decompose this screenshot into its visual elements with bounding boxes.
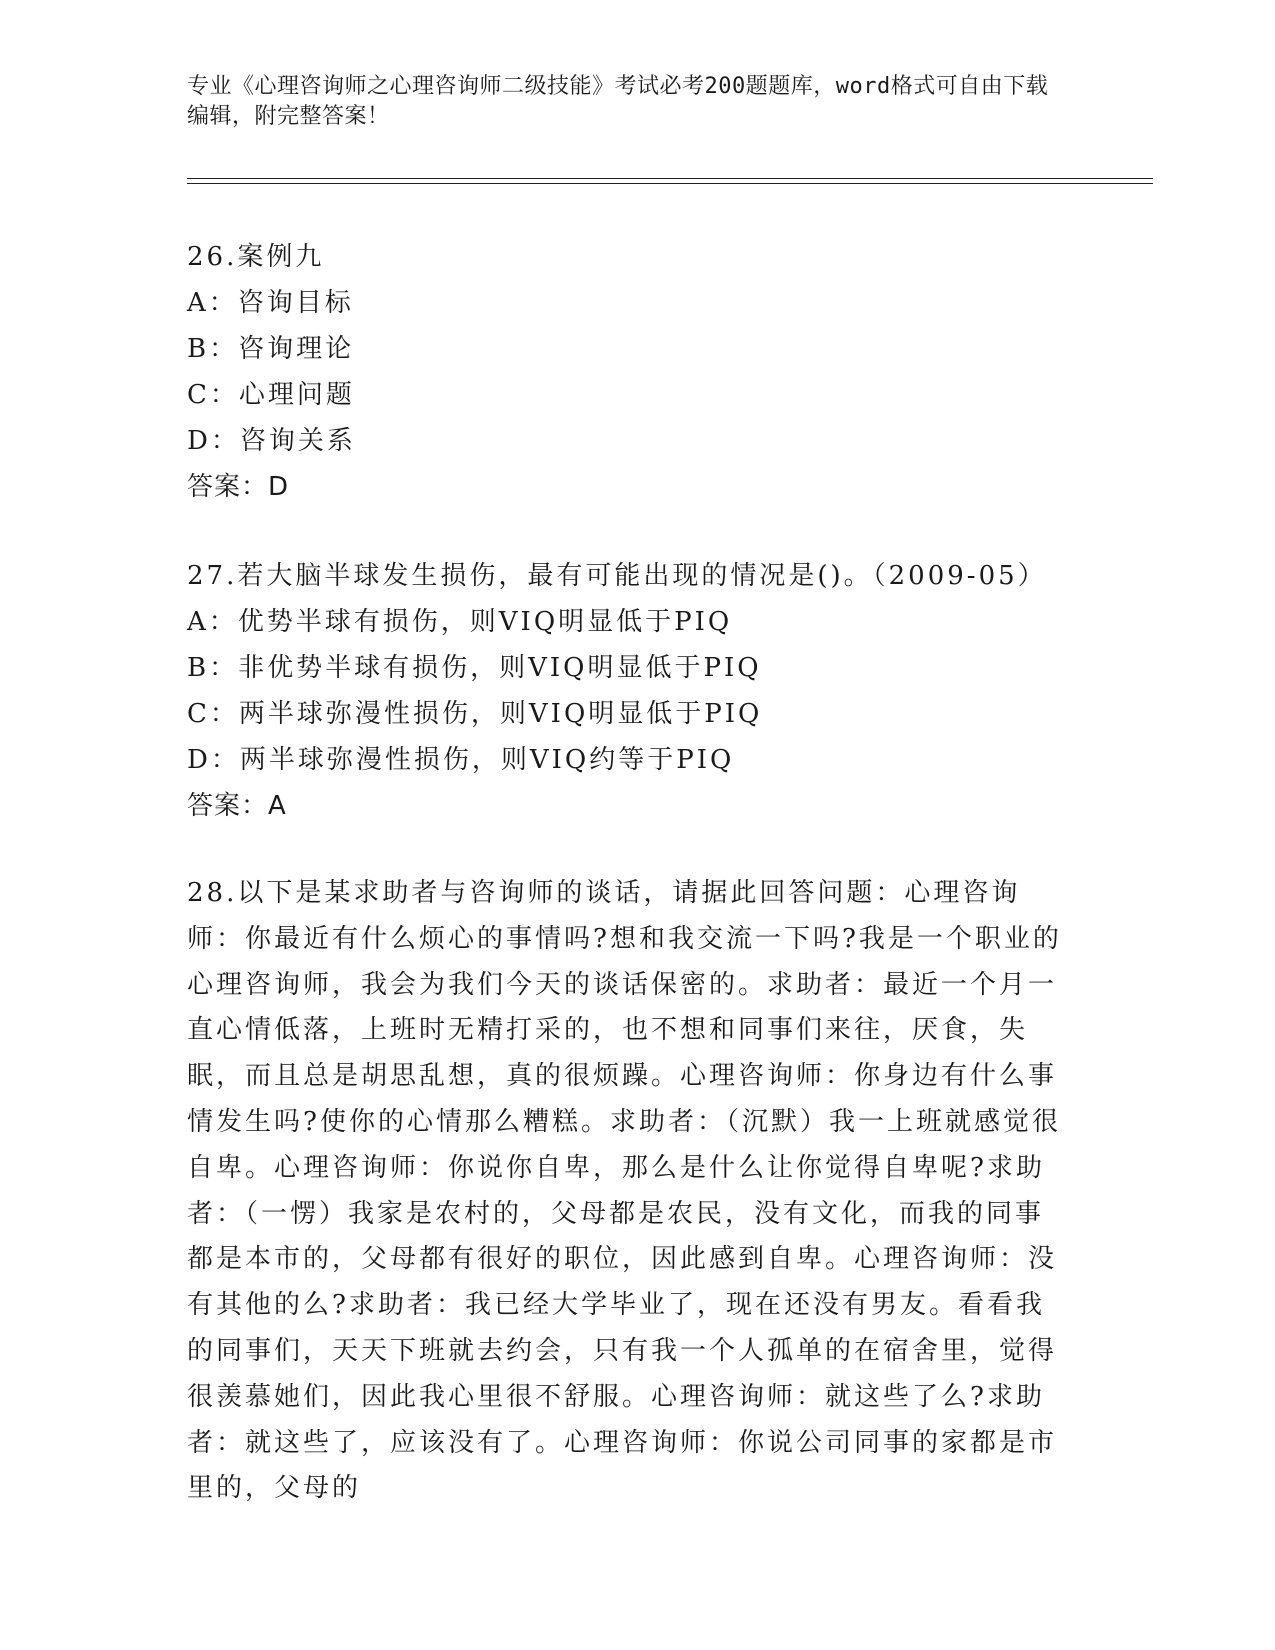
option-b: B：非优势半球有损伤，则VIQ明显低于PIQ: [187, 653, 762, 683]
question-26: [187, 234, 1077, 510]
answer-text: 答案：A: [187, 791, 287, 821]
option-c: C：两半球弥漫性损伤，则VIQ明显低于PIQ: [187, 699, 763, 729]
question-27: [187, 553, 1077, 829]
question-stem: 27.若大脑半球发生损伤，最有可能出现的情况是()。（2009-05）: [187, 561, 1047, 591]
answer-text: 答案：D: [187, 472, 290, 502]
page-header: 专业《心理咨询师之心理咨询师二级技能》考试必考200题题库，word格式可自由下载编辑，附完整答案！: [187, 74, 1049, 129]
option-b: B：咨询理论: [187, 334, 355, 364]
option-d: D：咨询关系: [187, 426, 356, 456]
question-stem: 28.以下是某求助者与咨询师的谈话，请据此回答问题：心理咨询师：你最近有什么烦心的事情吗?想和我交流一下吗?我是一个职业的心理咨询师，我会为我们今天的谈话保密的。求助者：最近一个月一直心情低落，上班时无精打采的，也不想和同事们来往，厌食，失眠，而且总是胡思乱想，真的很烦躁。心理咨询师：你身边有什么事情发生吗?使你的心情那么糟糕。求助者：（沉默）我一上班就感觉很自卑。心理咨询师：你说你自卑，那么是什么让你觉得自卑呢?求助者：（一愣）我家是农村的，父母都是农民，没有文化，而我的同事都是本市的，父母都有很好的职位，因此感到自卑。心理咨询师：没有其他的么?求助者：我已经大学毕业了，现在还没有男友。看看我的同事们，天天下班就去约会，只有我一个人孤单的在宿舍里，觉得很羡慕她们，因此我心里很不舒服。心理咨询师：就这些了么?求助者：就这些了，应该没有了。心理咨询师：你说公司同事的家都是市里的，父母的: [187, 878, 1062, 1504]
option-d: D：两半球弥漫性损伤，则VIQ约等于PIQ: [187, 745, 735, 775]
question-28: [187, 871, 1077, 1512]
option-a: A：优势半球有损伤，则VIQ明显低于PIQ: [187, 607, 733, 637]
header-divider-bottom: [187, 183, 1153, 184]
option-a: A：咨询目标: [187, 288, 354, 318]
header-divider-top: [187, 178, 1153, 179]
question-stem: 26.案例九: [187, 242, 325, 272]
option-c: C：心理问题: [187, 380, 355, 410]
